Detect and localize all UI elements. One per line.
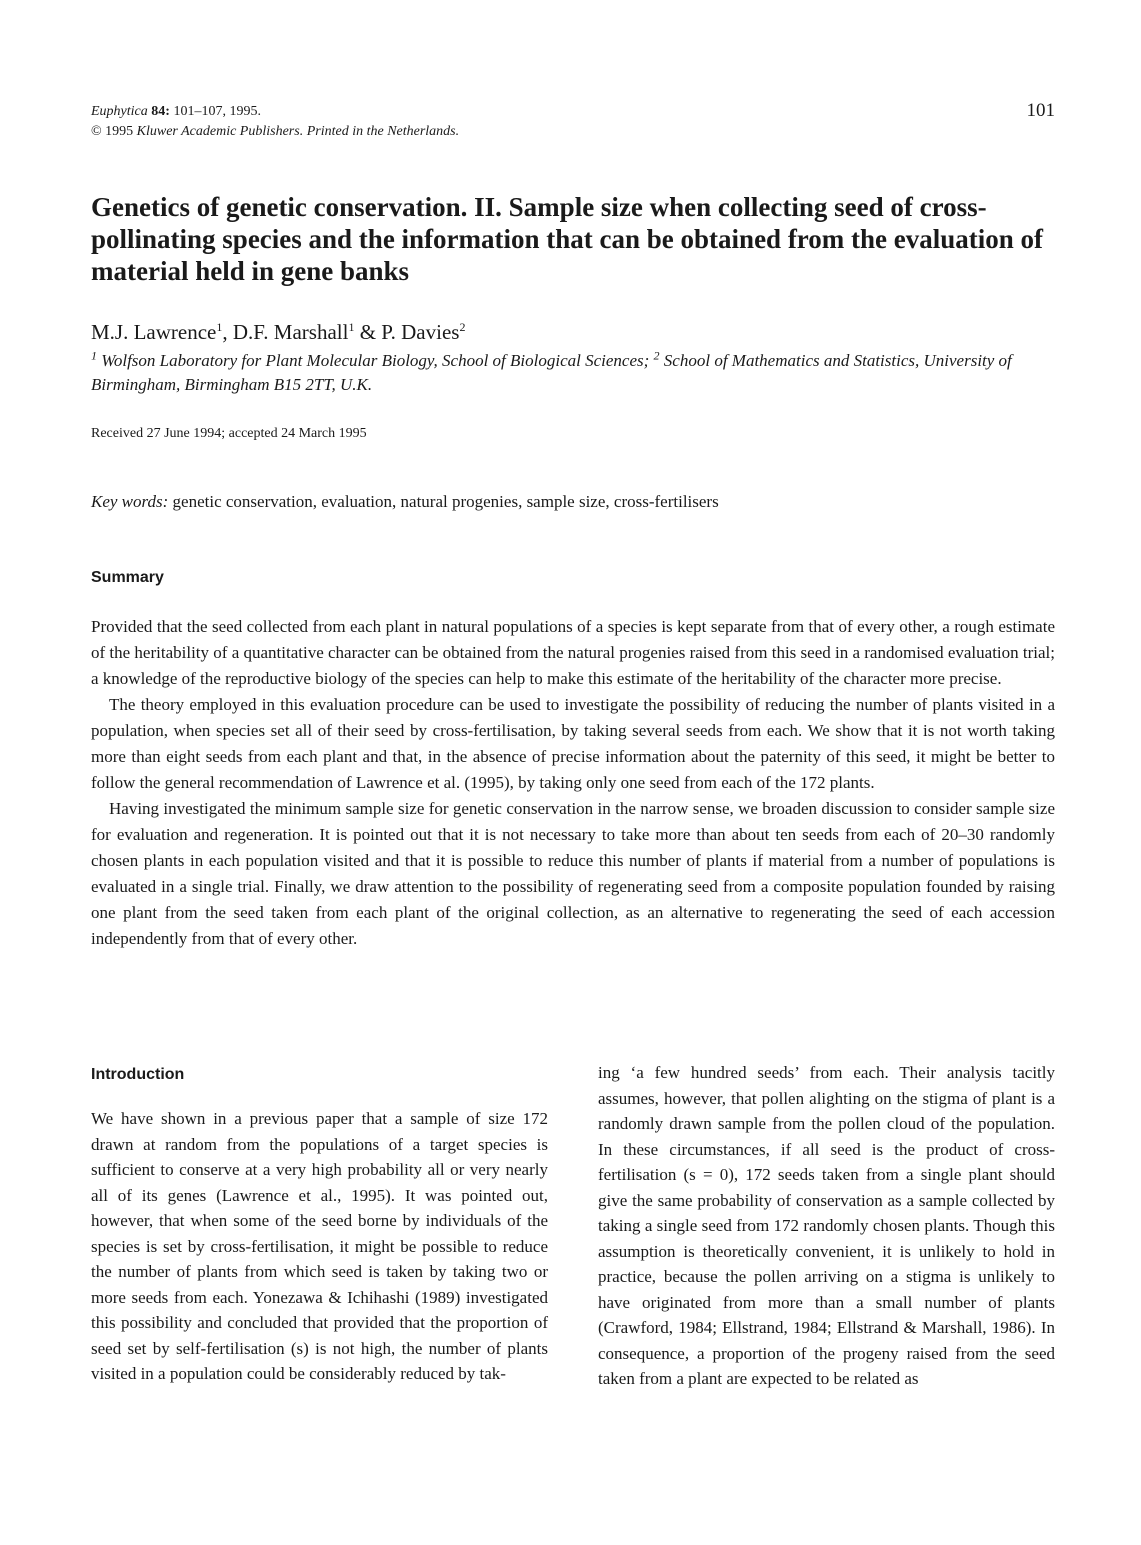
author-affil-mark: 1 xyxy=(348,320,355,334)
author-list xyxy=(91,319,465,345)
author-name: M.J. Lawrence xyxy=(91,320,217,344)
summary-paragraph: Provided that the seed collected from each plant in natural populations of a species is kept separate from that of every other, a rough estimate of the heritability of a quantitative character can be obtained from the natural progenies raised from this seed in a randomised evaluation trial; a knowledge of the reproductive biology of the species can help to make this estimate of the heritability of the character more precise. xyxy=(91,617,1055,688)
keywords-label: Key words: xyxy=(91,492,169,511)
introduction-left-column xyxy=(91,1106,548,1387)
citation-line xyxy=(91,102,459,122)
affil-text: Wolfson Laboratory for Plant Molecular Biology, School of Biological Sciences; xyxy=(101,351,650,370)
author-name: P. Davies xyxy=(381,320,460,344)
journal-pages-year: 101–107, 1995. xyxy=(173,104,261,119)
copyright-line xyxy=(91,122,459,142)
author-separator: & xyxy=(354,320,382,344)
keywords-text: genetic conservation, evaluation, natural progenies, sample size, cross-fertilisers xyxy=(172,492,719,511)
introduction-right-column xyxy=(598,1060,1055,1392)
introduction-paragraph: ing ‘a few hundred seeds’ from each. Their analysis tacitly assumes, however, that pollen alighting on the stigma of plant is a randomly drawn sample from the pollen cloud of the population. In these circumstances, if all seed is the product of cross-fertilisation (s = 0), 172 seeds taken from a single plant should give the same probability of conservation as a sample collected by taking a single seed from 172 randomly chosen plants. Though this assumption is theoretically convenient, it is unlikely to hold in practice, because the pollen arriving on a stigma is unlikely to have originated from more than a small number of plants (Crawford, 1984; Ellstrand, 1984; Ellstrand & Marshall, 1986). In consequence, a proportion of the progeny raised from the seed taken from a plant are expected to be related as xyxy=(598,1063,1055,1388)
author-affil-mark: 1 xyxy=(216,320,223,334)
copyright-year: 1995 xyxy=(105,124,134,139)
author-separator: , xyxy=(222,320,233,344)
keywords xyxy=(91,492,719,512)
page-number: 101 xyxy=(1026,100,1055,121)
affil-mark: 2 xyxy=(653,348,660,363)
copyright-symbol: © xyxy=(91,124,102,139)
summary-paragraph: The theory employed in this evaluation procedure can be used to investigate the possibility of reducing the number of plants visited in a population, when species set all of their seed by cross-fertilisation, by taking several seeds from each. We show that it is not worth taking more than eight seeds from each plant and that, in the absence of precise information about the paternity of this seed, it might be better to follow the general recommendation of Lawrence et al. (1995), by taking only one seed from each of the 172 plants. xyxy=(91,695,1055,792)
article-title: Genetics of genetic conservation. II. Sample size when collecting seed of cross-pollinating species and the information that can be obtained from the evaluation of material held in gene banks xyxy=(91,192,1044,286)
affil-text: School of Mathematics and Statistics, University of Birmingham, Birmingham B15 2TT, U.K. xyxy=(91,351,1012,394)
introduction-heading: Introduction xyxy=(91,1066,185,1083)
publisher: Kluwer Academic Publishers. xyxy=(136,124,304,139)
author-name: D.F. Marshall xyxy=(232,320,349,344)
summary-heading: Summary xyxy=(91,569,164,586)
received-dates: Received 27 June 1994; accepted 24 March 1995 xyxy=(91,426,367,441)
affil-mark: 1 xyxy=(91,348,97,363)
author-affil-mark: 2 xyxy=(459,320,466,334)
introduction-paragraph: We have shown in a previous paper that a sample of size 172 drawn at random from the populations of a target species is sufficient to conserve at a very high probability all or very nearly all of its genes (Lawrence et al., 1995). It was pointed out, however, that when some of the seed borne by individuals of the species is set by cross-fertilisation, it might be possible to reduce the number of plants from which seed is taken by taking two or more seeds from each. Yonezawa & Ichihashi (1989) investigated this possibility and concluded that provided that the proportion of seed set by self-fertilisation (s) is not high, the number of plants visited in a population could be considerably reduced by tak- xyxy=(91,1109,548,1383)
journal-citation xyxy=(91,102,459,142)
journal-volume: 84: xyxy=(151,104,170,119)
journal-name: Euphytica xyxy=(91,104,148,119)
summary-body xyxy=(91,614,1055,952)
summary-paragraph: Having investigated the minimum sample size for genetic conservation in the narrow sense, we broaden discussion to consider sample size for evaluation and regeneration. It is pointed out that it is not necessary to take more than about ten seeds from each of 20–30 randomly chosen plants in each population visited and that it is possible to reduce this number of plants if material from a number of populations is evaluated in a single trial. Finally, we draw attention to the possibility of regenerating seed from a composite population founded by raising one plant from the seed taken from each plant of the original collection, as an alternative to regenerating the seed of each accession independently from that of every other. xyxy=(91,799,1055,948)
printed-in: Printed in the Netherlands. xyxy=(306,124,460,139)
affiliations xyxy=(91,349,1051,397)
